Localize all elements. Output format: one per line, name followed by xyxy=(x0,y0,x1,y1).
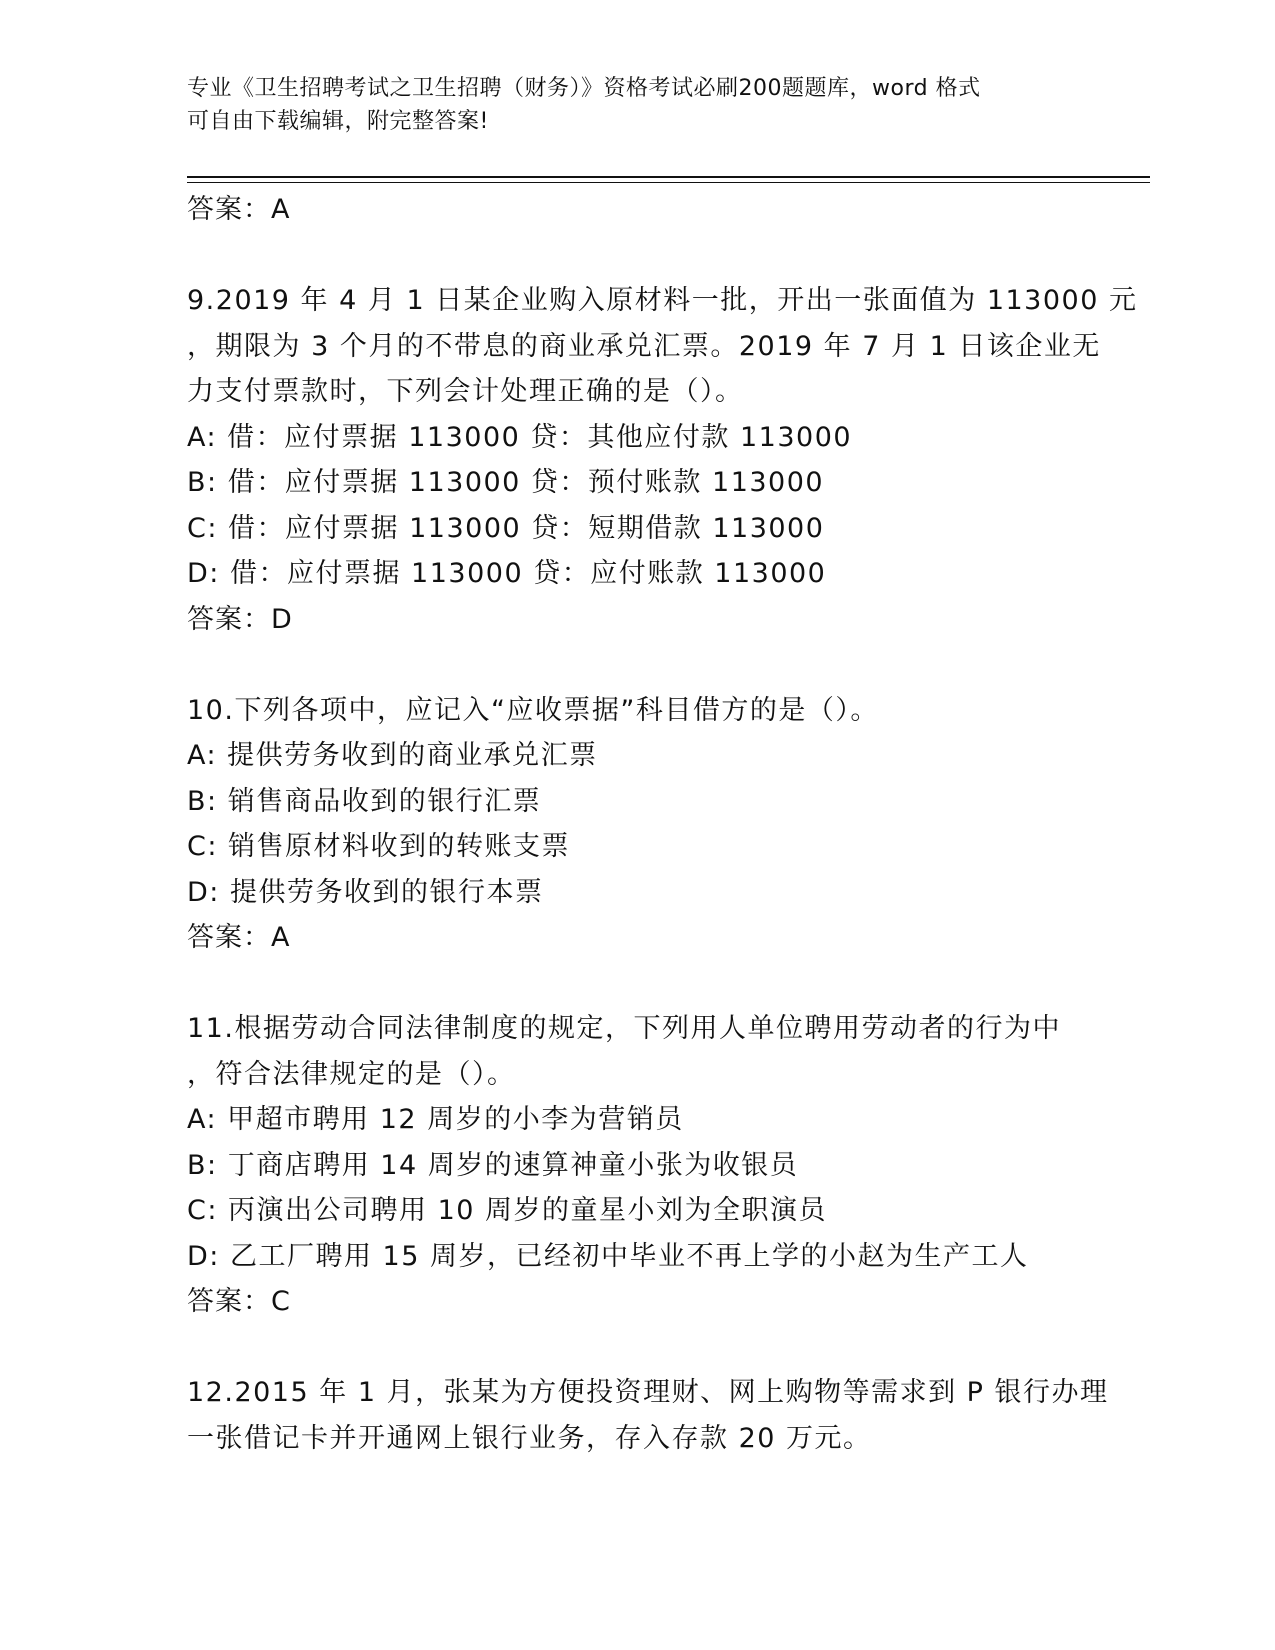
option-d: D: 提供劳务收到的银行本票 xyxy=(187,876,544,908)
option-c: C: 丙演出公司聘用 10 周岁的童星小刘为全职演员 xyxy=(187,1195,828,1226)
question-text-line: ，符合法律规定的是（）。 xyxy=(187,1058,516,1090)
question-text-line: 一张借记卡并开通网上银行业务，存入存款 20 万元。 xyxy=(187,1422,872,1454)
spacer xyxy=(187,233,1147,279)
header-title-line-2: 可自由下载编辑，附完整答案! xyxy=(187,109,489,134)
question-text-line: 力支付票款时，下列会计处理正确的是（）。 xyxy=(187,376,744,407)
option-c: C: 借：应付票据 113000 贷：短期借款 113000 xyxy=(187,512,825,544)
answer-previous: 答案：A xyxy=(187,194,291,225)
question-9 xyxy=(187,278,1147,642)
header-divider-thin xyxy=(187,182,1150,183)
option-a: A: 甲超市聘用 12 周岁的小李为营销员 xyxy=(187,1104,684,1135)
question-12 xyxy=(187,1370,1147,1461)
option-b: B: 销售商品收到的银行汇票 xyxy=(187,785,542,817)
question-text-line: 11.根据劳动合同法律制度的规定，下列用人单位聘用劳动者的行为中 xyxy=(187,1013,1061,1044)
spacer xyxy=(187,642,1147,688)
question-text-line: 10.下列各项中，应记入“应收票据”科目借方的是（）。 xyxy=(187,694,879,726)
page-header xyxy=(187,72,1067,138)
question-11 xyxy=(187,1006,1147,1325)
option-a: A: 借：应付票据 113000 贷：其他应付款 113000 xyxy=(187,421,853,453)
answer: 答案：C xyxy=(187,1286,291,1317)
spacer xyxy=(187,1325,1147,1371)
spacer xyxy=(187,961,1147,1007)
option-b: B: 丁商店聘用 14 周岁的速算神童小张为收银员 xyxy=(187,1149,799,1181)
answer: 答案：D xyxy=(187,603,293,635)
header-divider-thick xyxy=(187,176,1150,178)
option-a: A: 提供劳务收到的商业承兑汇票 xyxy=(187,740,598,771)
option-b: B: 借：应付票据 113000 贷：预付账款 113000 xyxy=(187,467,825,498)
question-list xyxy=(187,187,1147,1461)
option-c: C: 销售原材料收到的转账支票 xyxy=(187,831,571,862)
question-10 xyxy=(187,688,1147,961)
question-text-line: ，期限为 3 个月的不带息的商业承兑汇票。2019 年 7 月 1 日该企业无 xyxy=(187,330,1101,362)
answer: 答案：A xyxy=(187,922,291,953)
header-title-line-1: 专业《卫生招聘考试之卫生招聘（财务）》资格考试必刷200题题库，word 格式 xyxy=(187,76,981,101)
question-text-line: 9.2019 年 4 月 1 日某企业购入原材料一批，开出一张面值为 113000 元 xyxy=(187,285,1138,316)
option-d: D: 乙工厂聘用 15 周岁，已经初中毕业不再上学的小赵为生产工人 xyxy=(187,1240,1029,1272)
option-d: D: 借：应付票据 113000 贷：应付账款 113000 xyxy=(187,558,827,589)
question-text-line: 12.2015 年 1 月，张某为方便投资理财、网上购物等需求到 P 银行办理 xyxy=(187,1377,1109,1408)
